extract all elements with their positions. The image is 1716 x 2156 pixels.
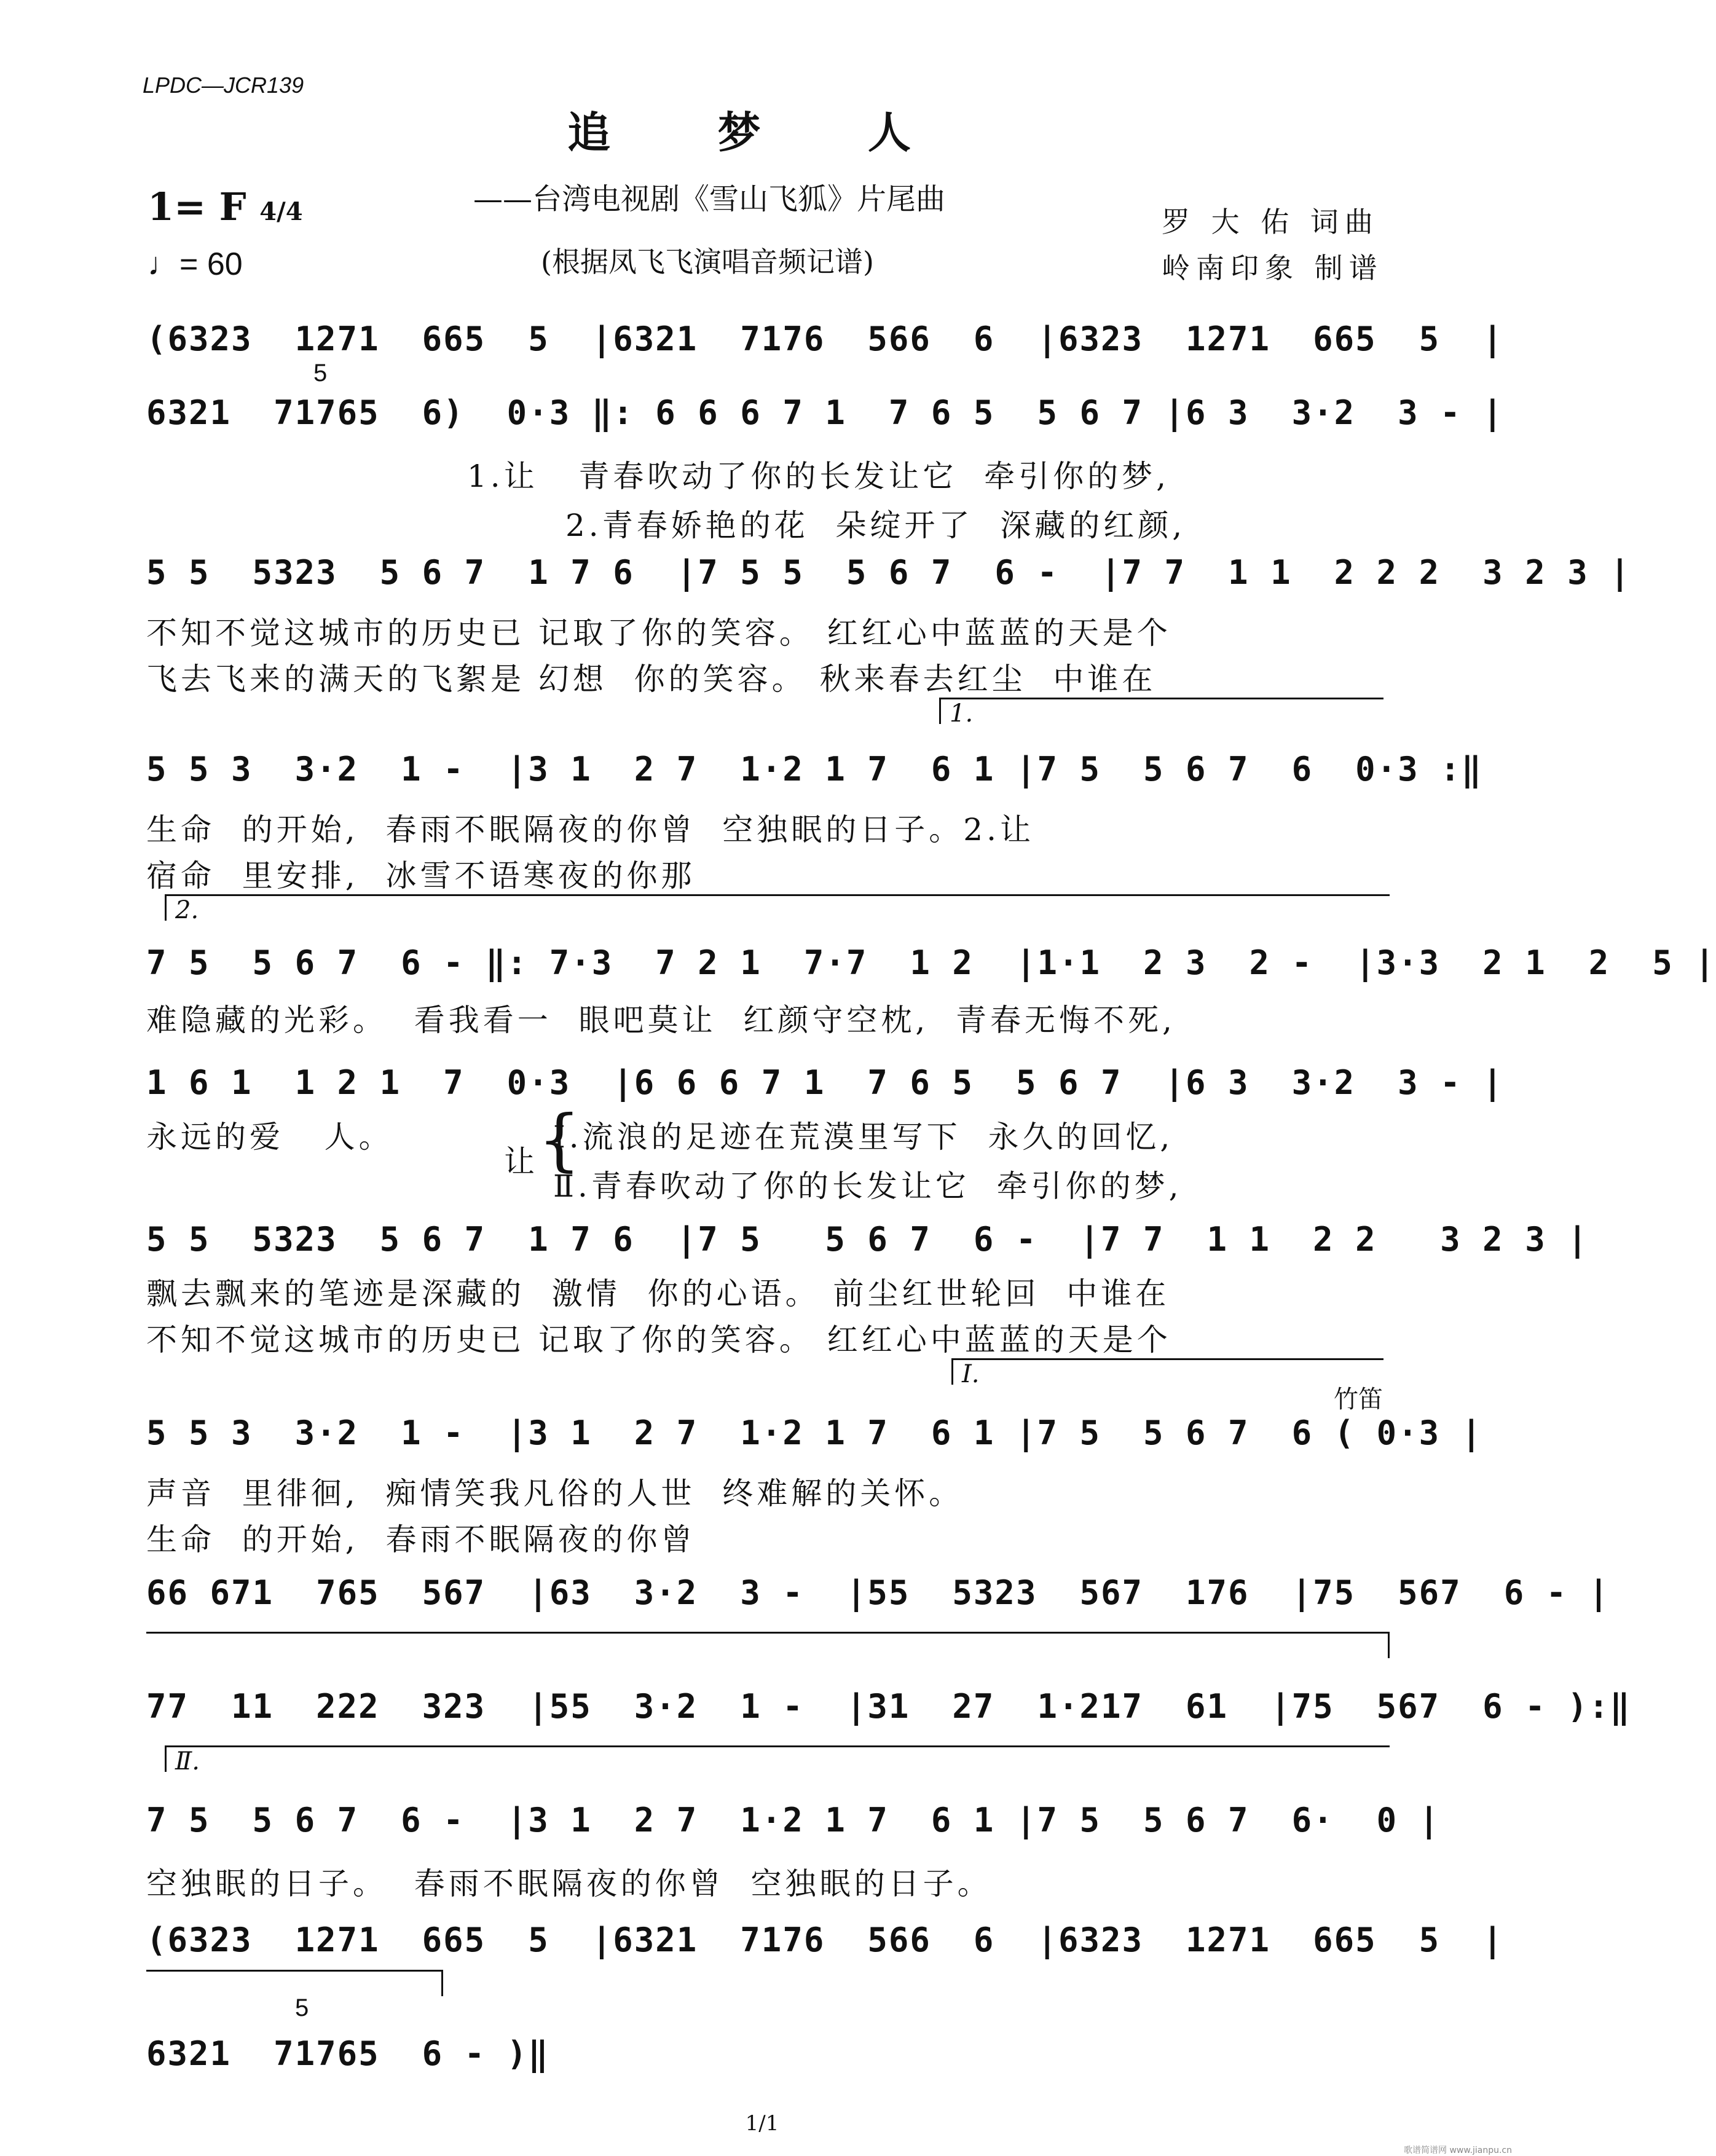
tuplet-mark: 5: [313, 360, 328, 387]
final-volta-bracket: [146, 1970, 443, 1996]
rang-label: 让: [504, 1144, 538, 1179]
score-line-6: 1 6 1 1 2 1 7 0·3 |6 6 6 7 1 7 6 5 5 6 7 |6 3 3·2 3 - |: [146, 1063, 1504, 1102]
page-title: 追 梦 人: [567, 107, 957, 158]
score-line-13: 6321 71765 6 - )‖: [146, 2034, 549, 2073]
volta-label-4: Ⅱ.: [175, 1747, 200, 1776]
lyric-line-3b: 飞去飞来的满天的飞絮是 幻想 你的笑容。 秋来春去红尘 中谁在: [146, 661, 1157, 697]
tuplet-mark-final: 5: [295, 1994, 309, 2021]
volta-bracket-2: [165, 894, 1390, 924]
arranger: 岭南印象 制谱: [1162, 251, 1383, 285]
key-label: 1= F: [148, 184, 246, 229]
subtitle: ——台湾电视剧《雪山飞狐》片尾曲: [473, 182, 946, 216]
lyric-line-7a: 飘去飘来的笔迹是深藏的 激情 你的心语。 前尘红世轮回 中谁在: [146, 1276, 1170, 1312]
volta-bracket-4: [165, 1745, 1390, 1776]
page-number: 1/1: [745, 2111, 779, 2136]
volta-bracket-3: [951, 1358, 1383, 1388]
lyric-line-8b: 生命 的开始, 春雨不眠隔夜的你曾: [146, 1522, 696, 1557]
lyric-line-2b: 2.青春娇艳的花 朵绽开了 深藏的红颜,: [565, 508, 1186, 543]
score-line-10: 77 11 222 323 |55 3·2 1 - |31 27 1·217 61 |75 567 6 - ):‖: [146, 1687, 1631, 1726]
lyric-line-3a: 不知不觉这城市的历史已 记取了你的笑容。 红红心中蓝蓝的天是个: [146, 615, 1171, 651]
score-line-9: 66 671 765 567 |63 3·2 3 - |55 5323 567 176 |75 567 6 - |: [146, 1573, 1610, 1612]
lyric-line-4b: 宿命 里安排, 冰雪不语寒夜的你那: [146, 858, 696, 894]
score-line-11: 7 5 5 6 7 6 - |3 1 2 7 1·2 1 7 6 1 |7 5 5 6 7 6· 0 |: [146, 1801, 1441, 1839]
score-line-8: 5 5 3 3·2 1 - |3 1 2 7 1·2 1 7 6 1 |7 5 5 6 7 6 ( 0·3 |: [146, 1414, 1483, 1452]
volta-bracket-1: [939, 698, 1383, 728]
score-line-1: (6323 1271 665 5 |6321 7176 566 6 |6323 1271 665 5 |: [146, 320, 1504, 358]
instrument-label: 竹笛: [1334, 1386, 1383, 1413]
score-line-3: 5 5 5323 5 6 7 1 7 6 |7 5 5 5 6 7 6 - |7 7 1 1 2 2 2 3 2 3 |: [146, 553, 1631, 592]
watermark: 歌谱简谱网 www.jianpu.cn: [1404, 2146, 1512, 2155]
tempo-mark: ♩= 60: [148, 246, 243, 282]
volta-label-3: Ⅰ.: [962, 1360, 980, 1388]
key-signature: [148, 184, 303, 229]
volta-label-1: 1.: [950, 699, 974, 728]
lyric-line-7b: 不知不觉这城市的历史已 记取了你的笑容。 红红心中蓝蓝的天是个: [146, 1322, 1171, 1358]
score-line-5: 7 5 5 6 7 6 - ‖: 7·3 7 2 1 7·7 1 2 |1·1 2 3 2 - |3·3 2 1 2 5 |: [146, 943, 1716, 982]
lyric-line-11a: 空独眠的日子。 春雨不眠隔夜的你曾 空独眠的日子。: [146, 1866, 992, 1902]
lyric-line-6a: 永远的爱 人。: [146, 1119, 393, 1155]
score-code: LPDC—JCR139: [143, 73, 304, 98]
score-line-7: 5 5 5323 5 6 7 1 7 6 |7 5 5 6 7 6 - |7 7 1 1 2 2 3 2 3 |: [146, 1220, 1589, 1259]
lyricist-composer: 罗 大 佑 词曲: [1162, 205, 1379, 238]
lyric-line-6b: Ⅰ.流浪的足迹在荒漠里写下 永久的回忆,: [553, 1119, 1174, 1155]
lyric-line-8a: 声音 里徘徊, 痴情笑我凡俗的人世 终难解的关怀。: [146, 1476, 964, 1511]
lyric-line-5a: 难隐藏的光彩。 看我看一 眼吧莫让 红颜守空枕, 青春无悔不死,: [146, 1002, 1176, 1038]
volta-label-2: 2.: [175, 896, 199, 924]
lyric-line-6c: Ⅱ.青春吹动了你的长发让它 牵引你的梦,: [553, 1168, 1183, 1204]
lyric-line-2a: 1.让 青春吹动了你的长发让它 牵引你的梦,: [467, 458, 1170, 494]
score-line-2: 6321 71765 6) 0·3 ‖: 6 6 6 7 1 7 6 5 5 6 7 |6 3 3·2 3 - |: [146, 393, 1504, 432]
lyric-line-4a: 生命 的开始, 春雨不眠隔夜的你曾 空独眠的日子。2.让: [146, 812, 1034, 848]
score-line-12: (6323 1271 665 5 |6321 7176 566 6 |6323 1271 665 5 |: [146, 1921, 1504, 1959]
time-signature: 4/4: [259, 197, 303, 226]
score-line-4: 5 5 3 3·2 1 - |3 1 2 7 1·2 1 7 6 1 |7 5 5 6 7 6 0·3 :‖: [146, 750, 1483, 789]
volta-bracket-top: [146, 1632, 1390, 1658]
verse-brace: {: [538, 1100, 581, 1179]
transcription-note: (根据凤飞飞演唱音频记谱): [541, 245, 874, 278]
